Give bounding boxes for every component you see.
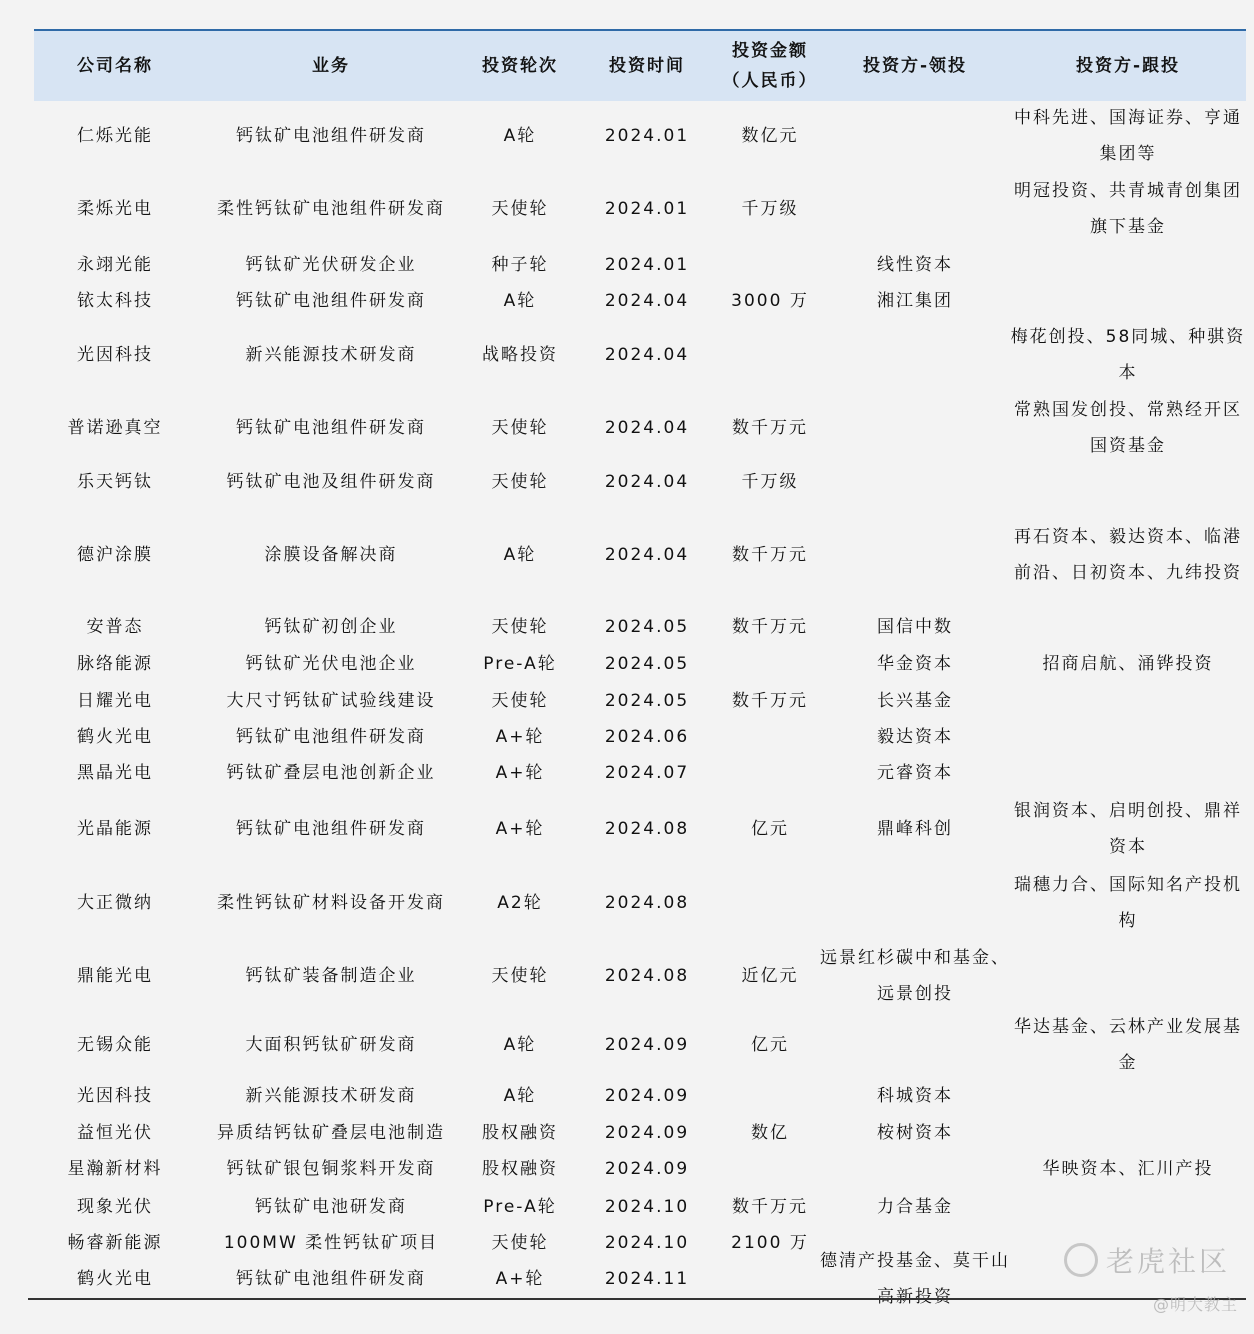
cell-follow-investors: 银润资本、启明创投、鼎祥资本 [1014,801,1242,857]
cell-lead-investor: 科城资本 [877,1086,953,1106]
table-row [34,867,1246,939]
column-header-line: 投资时间 [609,56,685,76]
cell-round: 天使轮 [491,617,549,637]
cell-round: Pre-A轮 [483,1197,557,1217]
cell-company: 德沪涂膜 [77,545,153,565]
cell-business: 100MW 柔性钙钛矿项目 [223,1233,439,1253]
table-row [34,683,1246,719]
cell-date: 2024.04 [604,472,690,492]
cell-date: 2024.09 [604,1159,690,1179]
cell-lead-investor: 元睿资本 [877,763,953,783]
cell-round: A+轮 [495,819,545,839]
cell-business: 钙钛矿电池组件研发商 [236,418,426,438]
cell-amount: 数千万元 [732,418,808,438]
cell-company: 大正微纳 [77,893,153,913]
cell-company: 仁烁光能 [77,126,153,146]
cell-amount: 数千万元 [732,691,808,711]
cell-follow-investors [1010,465,1246,499]
cell-follow-investors: 华达基金、云林产业发展基金 [1014,1017,1242,1073]
cell-round: A+轮 [495,1269,545,1289]
cell-amount [720,319,820,391]
cell-amount: 数亿元 [741,126,799,146]
table-row [34,171,1246,247]
cell-business: 钙钛矿银包铜浆料开发商 [226,1159,436,1179]
cell-follow-investors: 中科先进、国海证券、亨通集团等 [1014,108,1242,164]
cell-date: 2024.11 [604,1269,690,1289]
column-header-company [34,31,196,101]
cell-follow-investors [1010,1115,1246,1151]
cell-round: A轮 [503,291,537,311]
cell-amount: 近亿元 [741,966,799,986]
column-header-round [466,31,574,101]
cell-round: 天使轮 [491,966,549,986]
cell-company: 黑晶光电 [77,763,153,783]
cell-follow-investors [1010,247,1246,283]
cell-follow-investors: 招商启航、涌铧投资 [1042,654,1214,674]
cell-amount: 2100 万 [731,1233,809,1253]
cell-company: 无锡众能 [77,1035,153,1055]
cell-company: 星瀚新材料 [67,1159,163,1179]
cell-follow-investors [1010,1189,1246,1225]
cell-lead-investor [820,101,1010,171]
cell-lead-investor: 鼎峰科创 [877,819,953,839]
cell-lead-investor [820,391,1010,465]
cell-business: 柔性钙钛矿电池组件研发商 [217,199,445,219]
cell-round: 天使轮 [491,418,549,438]
cell-lead-investor: 湘江集团 [877,291,953,311]
cell-lead-investor: 远景红杉碳中和基金、远景创投 [820,948,1010,1004]
table-row [34,1115,1246,1151]
cell-amount: 千万级 [741,472,799,492]
cell-lead-investor [820,499,1010,611]
cell-round: A+轮 [495,763,545,783]
cell-round: 种子轮 [491,255,549,275]
table-row [34,1151,1246,1187]
cell-business: 钙钛矿电池及组件研发商 [226,472,436,492]
cell-round: 股权融资 [482,1123,558,1143]
table-row [34,611,1246,643]
cell-follow-investors: 常熟国发创投、常熟经开区国资基金 [1014,400,1242,456]
table-row [34,1189,1246,1225]
table-row [34,719,1246,755]
watermark [1064,1240,1230,1280]
cell-date: 2024.01 [604,126,690,146]
table-row [34,319,1246,391]
cell-amount [720,755,820,791]
cell-lead-investor: 国信中数 [877,617,953,637]
cell-round: A轮 [503,1035,537,1055]
cell-company: 现象光伏 [77,1197,153,1217]
cell-business: 钙钛矿电池组件研发商 [236,1269,426,1289]
cell-date: 2024.04 [604,345,690,365]
cell-lead-investor [820,171,1010,247]
cell-follow-investors [1010,611,1246,643]
column-header-line: 公司名称 [77,56,153,76]
cell-company: 光晶能源 [77,819,153,839]
cell-lead-investor: 线性资本 [877,255,953,275]
cell-amount [720,867,820,939]
cell-follow-investors: 华映资本、汇川产投 [1042,1159,1214,1179]
cell-business: 新兴能源技术研发商 [245,345,417,365]
cell-lead-investor: 桉树资本 [877,1123,953,1143]
cell-company: 脉络能源 [77,654,153,674]
cell-follow-investors [1010,719,1246,755]
cell-lead-investor [820,1013,1010,1077]
cell-date: 2024.10 [604,1197,690,1217]
column-header-line: 投资金额 [732,41,808,61]
cell-amount [720,1151,820,1187]
cell-follow-investors: 再石资本、毅达资本、临港前沿、日初资本、九纬投资 [1014,527,1242,583]
column-header-line: （人民币） [722,71,818,91]
cell-amount [720,247,820,283]
cell-date: 2024.01 [604,255,690,275]
cell-date: 2024.08 [604,893,690,913]
cell-company: 日耀光电 [77,691,153,711]
cell-business: 钙钛矿电池组件研发商 [236,727,426,747]
cell-follow-investors: 瑞穗力合、国际知名产投机构 [1014,875,1242,931]
cell-amount: 数千万元 [732,1197,808,1217]
cell-round: 天使轮 [491,691,549,711]
cell-business: 大尺寸钙钛矿试验线建设 [226,691,436,711]
table-header [34,31,1246,101]
watermark-author: @明大教主 [1152,1295,1238,1314]
cell-business: 钙钛矿电池组件研发商 [236,819,426,839]
cell-company: 鼎能光电 [77,966,153,986]
cell-amount: 亿元 [751,1035,789,1055]
cell-amount: 数千万元 [732,617,808,637]
cell-date: 2024.04 [604,418,690,438]
cell-date: 2024.01 [604,199,690,219]
cell-amount: 亿元 [751,819,789,839]
cell-round: Pre-A轮 [483,654,557,674]
cell-round: 天使轮 [491,1233,549,1253]
cell-date: 2024.05 [604,691,690,711]
table-row [34,1013,1246,1077]
cell-follow-investors [1010,755,1246,791]
cell-lead-investor: 毅达资本 [877,727,953,747]
cell-company: 益恒光伏 [77,1123,153,1143]
cell-date: 2024.10 [604,1233,690,1253]
cell-company: 光因科技 [77,345,153,365]
table-row [34,465,1246,499]
cell-business: 异质结钙钛矿叠层电池制造 [217,1123,445,1143]
watermark-brand: 老虎社区 [1105,1245,1230,1278]
cell-company: 永翊光能 [77,255,153,275]
column-header-date [574,31,720,101]
cell-company: 柔烁光电 [77,199,153,219]
cell-company: 鹤火光电 [77,1269,153,1289]
table-row [34,391,1246,465]
cell-amount: 3000 万 [731,291,809,311]
table-row [34,499,1246,611]
cell-lead-investor [820,465,1010,499]
cell-round: A+轮 [495,727,545,747]
cell-follow-investors [1010,283,1246,319]
cell-amount [720,1077,820,1115]
cell-date: 2024.08 [604,966,690,986]
column-header-amount [720,31,820,101]
column-header-business [196,31,466,101]
table-row [34,101,1246,171]
cell-amount [720,647,820,681]
table-row [34,283,1246,319]
cell-follow-investors [1010,939,1246,1013]
column-header-line: 投资方-跟投 [1075,56,1181,76]
column-header-lead-investor [820,31,1010,101]
cell-date: 2024.05 [604,617,690,637]
cell-business: 钙钛矿光伏电池企业 [245,654,417,674]
tiger-community-logo-icon [1064,1243,1098,1277]
cell-round: A2轮 [497,893,543,913]
cell-follow-investors: 梅花创投、58同城、种骐资本 [1010,327,1246,383]
cell-date: 2024.07 [604,763,690,783]
column-header-line: 投资方-领投 [862,56,968,76]
cell-date: 2024.09 [604,1086,690,1106]
cell-follow-investors: 明冠投资、共青城青创集团旗下基金 [1014,181,1242,237]
cell-lead-investor: 华金资本 [877,654,953,674]
cell-company: 普诺逊真空 [67,418,163,438]
cell-business: 钙钛矿叠层电池创新企业 [226,763,436,783]
cell-lead-investor [820,867,1010,939]
cell-business: 大面积钙钛矿研发商 [245,1035,417,1055]
cell-lead-investor: 长兴基金 [877,691,953,711]
cell-follow-investors [1010,683,1246,719]
cell-business: 新兴能源技术研发商 [245,1086,417,1106]
table-row [34,647,1246,681]
cell-company: 光因科技 [77,1086,153,1106]
cell-company: 乐天钙钛 [77,472,153,492]
cell-round: 天使轮 [491,472,549,492]
table-bottom-rule [28,1298,1246,1300]
table-row [34,791,1246,867]
column-header-line: 投资轮次 [482,56,558,76]
cell-lead-investor [820,1151,1010,1187]
cell-date: 2024.04 [604,545,690,565]
cell-business: 钙钛矿初创企业 [264,617,398,637]
cell-business: 柔性钙钛矿材料设备开发商 [217,893,445,913]
cell-company: 安普态 [86,617,144,637]
cell-amount: 千万级 [741,199,799,219]
cell-business: 钙钛矿光伏研发企业 [245,255,417,275]
cell-business: 涂膜设备解决商 [264,545,398,565]
cell-lead-investor: 力合基金 [877,1197,953,1217]
cell-round: 战略投资 [482,345,558,365]
cell-amount: 数千万元 [732,545,808,565]
table-row [34,1077,1246,1115]
cell-lead-investor: 德清产投基金、莫干山高新投资 [820,1251,1010,1307]
cell-round: 股权融资 [482,1159,558,1179]
cell-date: 2024.09 [604,1035,690,1055]
cell-company: 鹤火光电 [77,727,153,747]
cell-amount: 数亿 [751,1123,789,1143]
cell-follow-investors [1010,1077,1246,1115]
cell-date: 2024.06 [604,727,690,747]
cell-round: A轮 [503,1086,537,1106]
column-header-line: 业务 [312,56,350,76]
table-row [34,755,1246,791]
cell-round: A轮 [503,545,537,565]
cell-date: 2024.08 [604,819,690,839]
cell-company: 铱太科技 [77,291,153,311]
column-header-follow-investors [1010,31,1246,101]
cell-round: A轮 [503,126,537,146]
cell-business: 钙钛矿电池组件研发商 [236,291,426,311]
cell-date: 2024.05 [604,654,690,674]
table-row [34,939,1246,1013]
cell-amount [720,1261,820,1297]
cell-date: 2024.04 [604,291,690,311]
cell-company: 畅睿新能源 [67,1233,163,1253]
cell-date: 2024.09 [604,1123,690,1143]
cell-business: 钙钛矿电池组件研发商 [236,126,426,146]
cell-business: 钙钛矿电池研发商 [255,1197,407,1217]
cell-amount [720,719,820,755]
table-row [34,247,1246,283]
cell-lead-investor [820,319,1010,391]
cell-business: 钙钛矿装备制造企业 [245,966,417,986]
cell-round: 天使轮 [491,199,549,219]
